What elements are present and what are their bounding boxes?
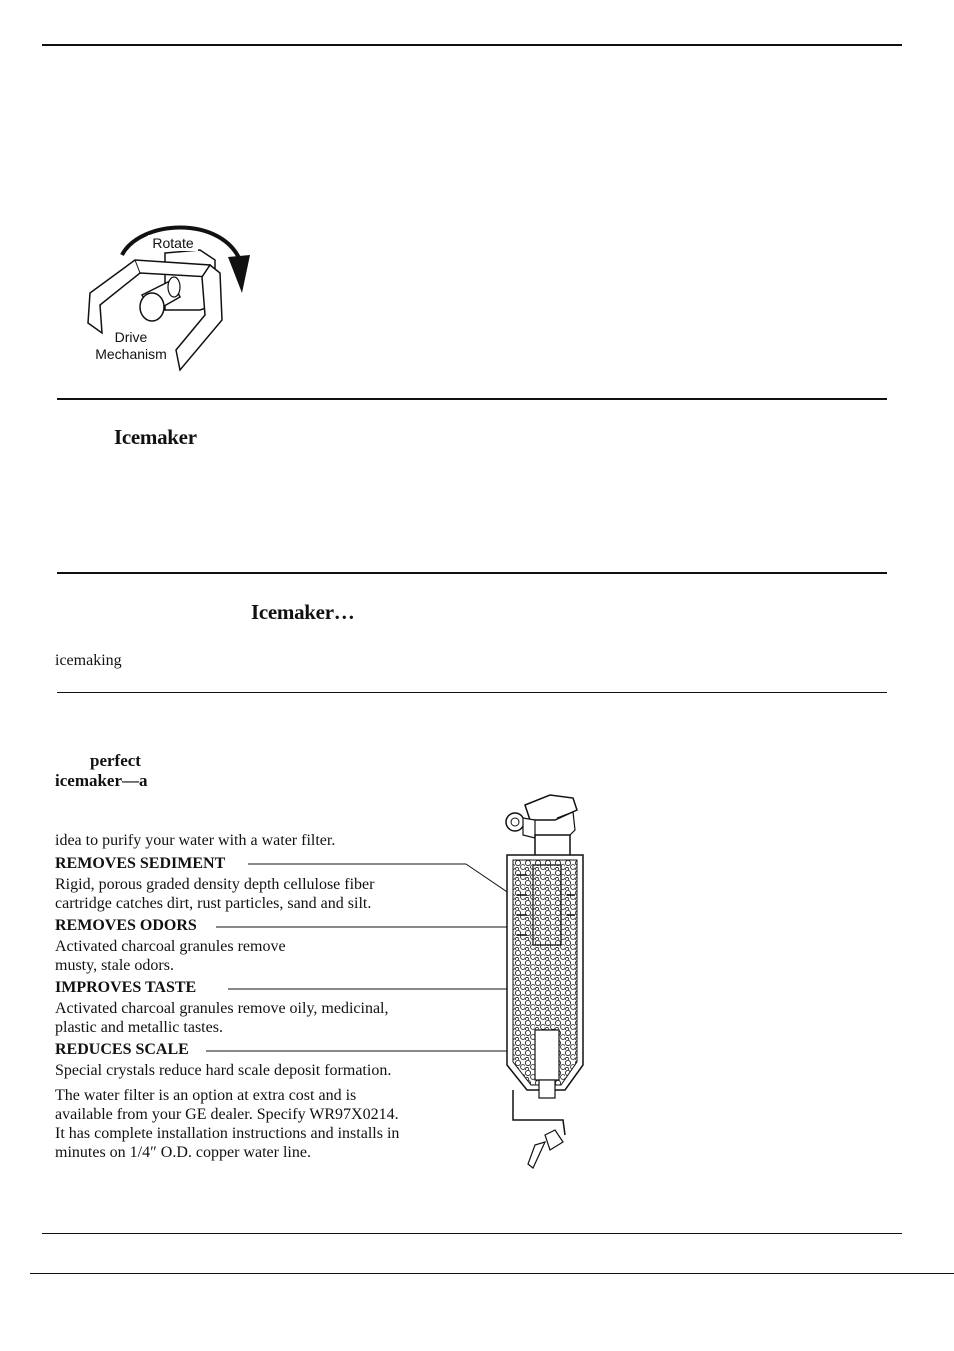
- water-filter-illustration: [495, 790, 590, 1175]
- feature-text-odors-1: Activated charcoal granules remove: [55, 938, 286, 955]
- filter-intro: idea to purify your water with a water filter.: [55, 832, 336, 849]
- rotate-label: Rotate: [148, 235, 198, 251]
- mechanism-label-line2: Mechanism: [95, 346, 167, 362]
- feature-text-taste-2: plastic and metallic tastes.: [55, 1019, 223, 1036]
- feature-title-scale: REDUCES SCALE: [55, 1041, 189, 1058]
- feature-title-sediment: REMOVES SEDIMENT: [55, 855, 226, 872]
- feature-text-scale-1: Special crystals reduce hard scale deposit formation.: [55, 1062, 392, 1079]
- filter-heading-line1: perfect: [90, 751, 141, 770]
- feature-text-sediment-1: Rigid, porous graded density depth cellulose fiber: [55, 876, 375, 893]
- filter-heading-line2: icemaker—a: [55, 771, 148, 790]
- closing-line-2: available from your GE dealer. Specify WR97X0214.: [55, 1106, 399, 1123]
- feature-text-taste-1: Activated charcoal granules remove oily, medicinal,: [55, 1000, 389, 1017]
- icemaking-fragment: icemaking: [55, 652, 122, 669]
- water-filter-diagram: [495, 790, 590, 1175]
- closing-line-1: The water filter is an option at extra cost and is: [55, 1087, 357, 1104]
- closing-line-3: It has complete installation instructions and installs in: [55, 1125, 400, 1142]
- feature-title-odors: REMOVES ODORS: [55, 917, 197, 934]
- bottom-rule-1: [42, 1233, 902, 1234]
- feature-title-taste: IMPROVES TASTE: [55, 979, 197, 996]
- icemaker-heading: Icemaker: [114, 425, 197, 449]
- bottom-rule-2: [30, 1273, 954, 1274]
- mechanism-label-line1: Drive: [114, 329, 148, 345]
- feature-text-odors-2: musty, stale odors.: [55, 957, 174, 974]
- closing-line-4: minutes on 1/4″ O.D. copper water line.: [55, 1144, 311, 1161]
- icemaker-heading-2: Icemaker…: [251, 600, 355, 624]
- feature-text-sediment-2: cartridge catches dirt, rust particles, sand and silt.: [55, 895, 372, 912]
